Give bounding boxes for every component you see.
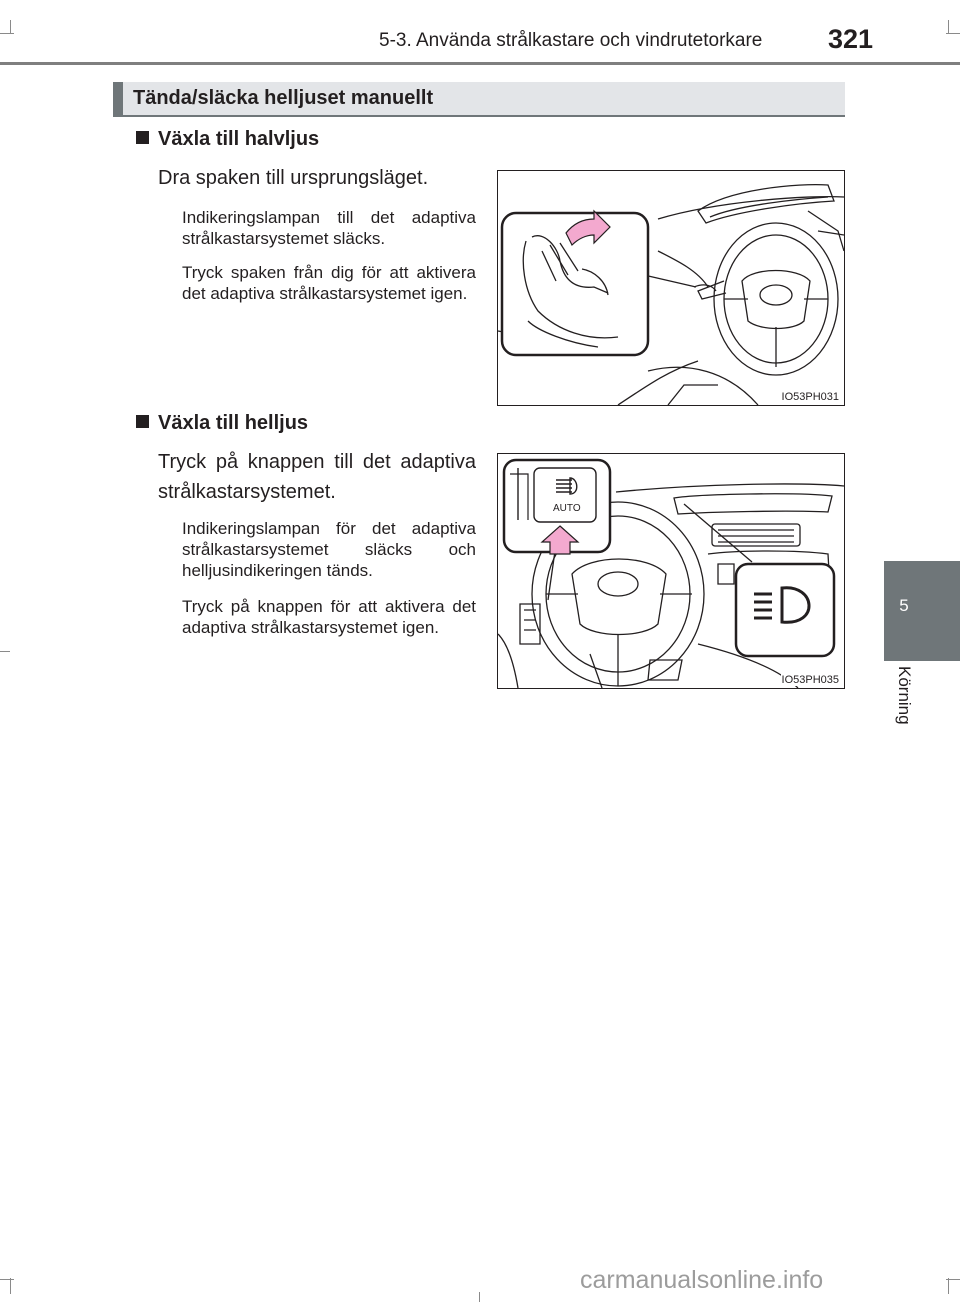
note-text: Tryck spaken från dig för att aktivera det adaptiva strålkastarsystemet igen. xyxy=(182,263,476,303)
crop-mark xyxy=(10,20,11,34)
bullet-square-icon xyxy=(136,415,149,428)
subheading-low-beam xyxy=(136,128,319,151)
figure-auto-button xyxy=(497,453,845,689)
subheading-text: Växla till helljus xyxy=(158,412,309,434)
lever-illustration xyxy=(498,171,844,405)
note-text: Indikeringslampan till det adaptiva strålkastarsystemet släcks. xyxy=(182,208,476,248)
section-bar-accent xyxy=(113,82,123,116)
section-bar-rule xyxy=(113,115,845,117)
crop-mark xyxy=(948,1278,949,1294)
chapter-name-text: Körning xyxy=(895,666,914,725)
crop-mark xyxy=(479,1292,480,1302)
dashboard-illustration xyxy=(498,454,844,688)
figure-lever-pull xyxy=(497,170,845,406)
chapter-number: 5 xyxy=(899,596,909,615)
figure-code: IO53PH035 xyxy=(781,674,839,686)
running-header-title: 5-3. Använda strålkastare och vindrutetorkare xyxy=(379,30,763,51)
subheading-text: Växla till halvljus xyxy=(158,128,320,150)
note-text: Indikeringslampan för det adaptiva strålkastarsystemet släcks och helljusindikeringen tänds. xyxy=(182,519,476,580)
chapter-name xyxy=(894,666,918,746)
crop-mark xyxy=(946,1279,960,1280)
section-title: Tända/släcka helljuset manuellt xyxy=(133,87,434,109)
figure-code: IO53PH031 xyxy=(781,391,839,403)
step-text: Dra spaken till ursprungsläget. xyxy=(158,167,429,189)
auto-button-label: AUTO xyxy=(553,503,581,514)
crop-mark xyxy=(0,1279,14,1280)
bullet-square-icon xyxy=(136,131,149,144)
header-rule xyxy=(0,62,960,65)
crop-mark xyxy=(948,20,949,34)
note-text: Tryck på knappen för att aktivera det adaptiva strålkastarsystemet igen. xyxy=(182,597,476,637)
page-number: 321 xyxy=(828,24,874,54)
crop-mark xyxy=(0,651,10,652)
crop-mark xyxy=(0,33,14,34)
step-text: Tryck på knappen till det adaptiva strålkastarsystemet. xyxy=(158,451,476,503)
crop-mark xyxy=(946,33,960,34)
subheading-high-beam xyxy=(136,412,308,435)
crop-mark xyxy=(10,1278,11,1294)
watermark: carmanualsonline.info xyxy=(580,1266,824,1294)
